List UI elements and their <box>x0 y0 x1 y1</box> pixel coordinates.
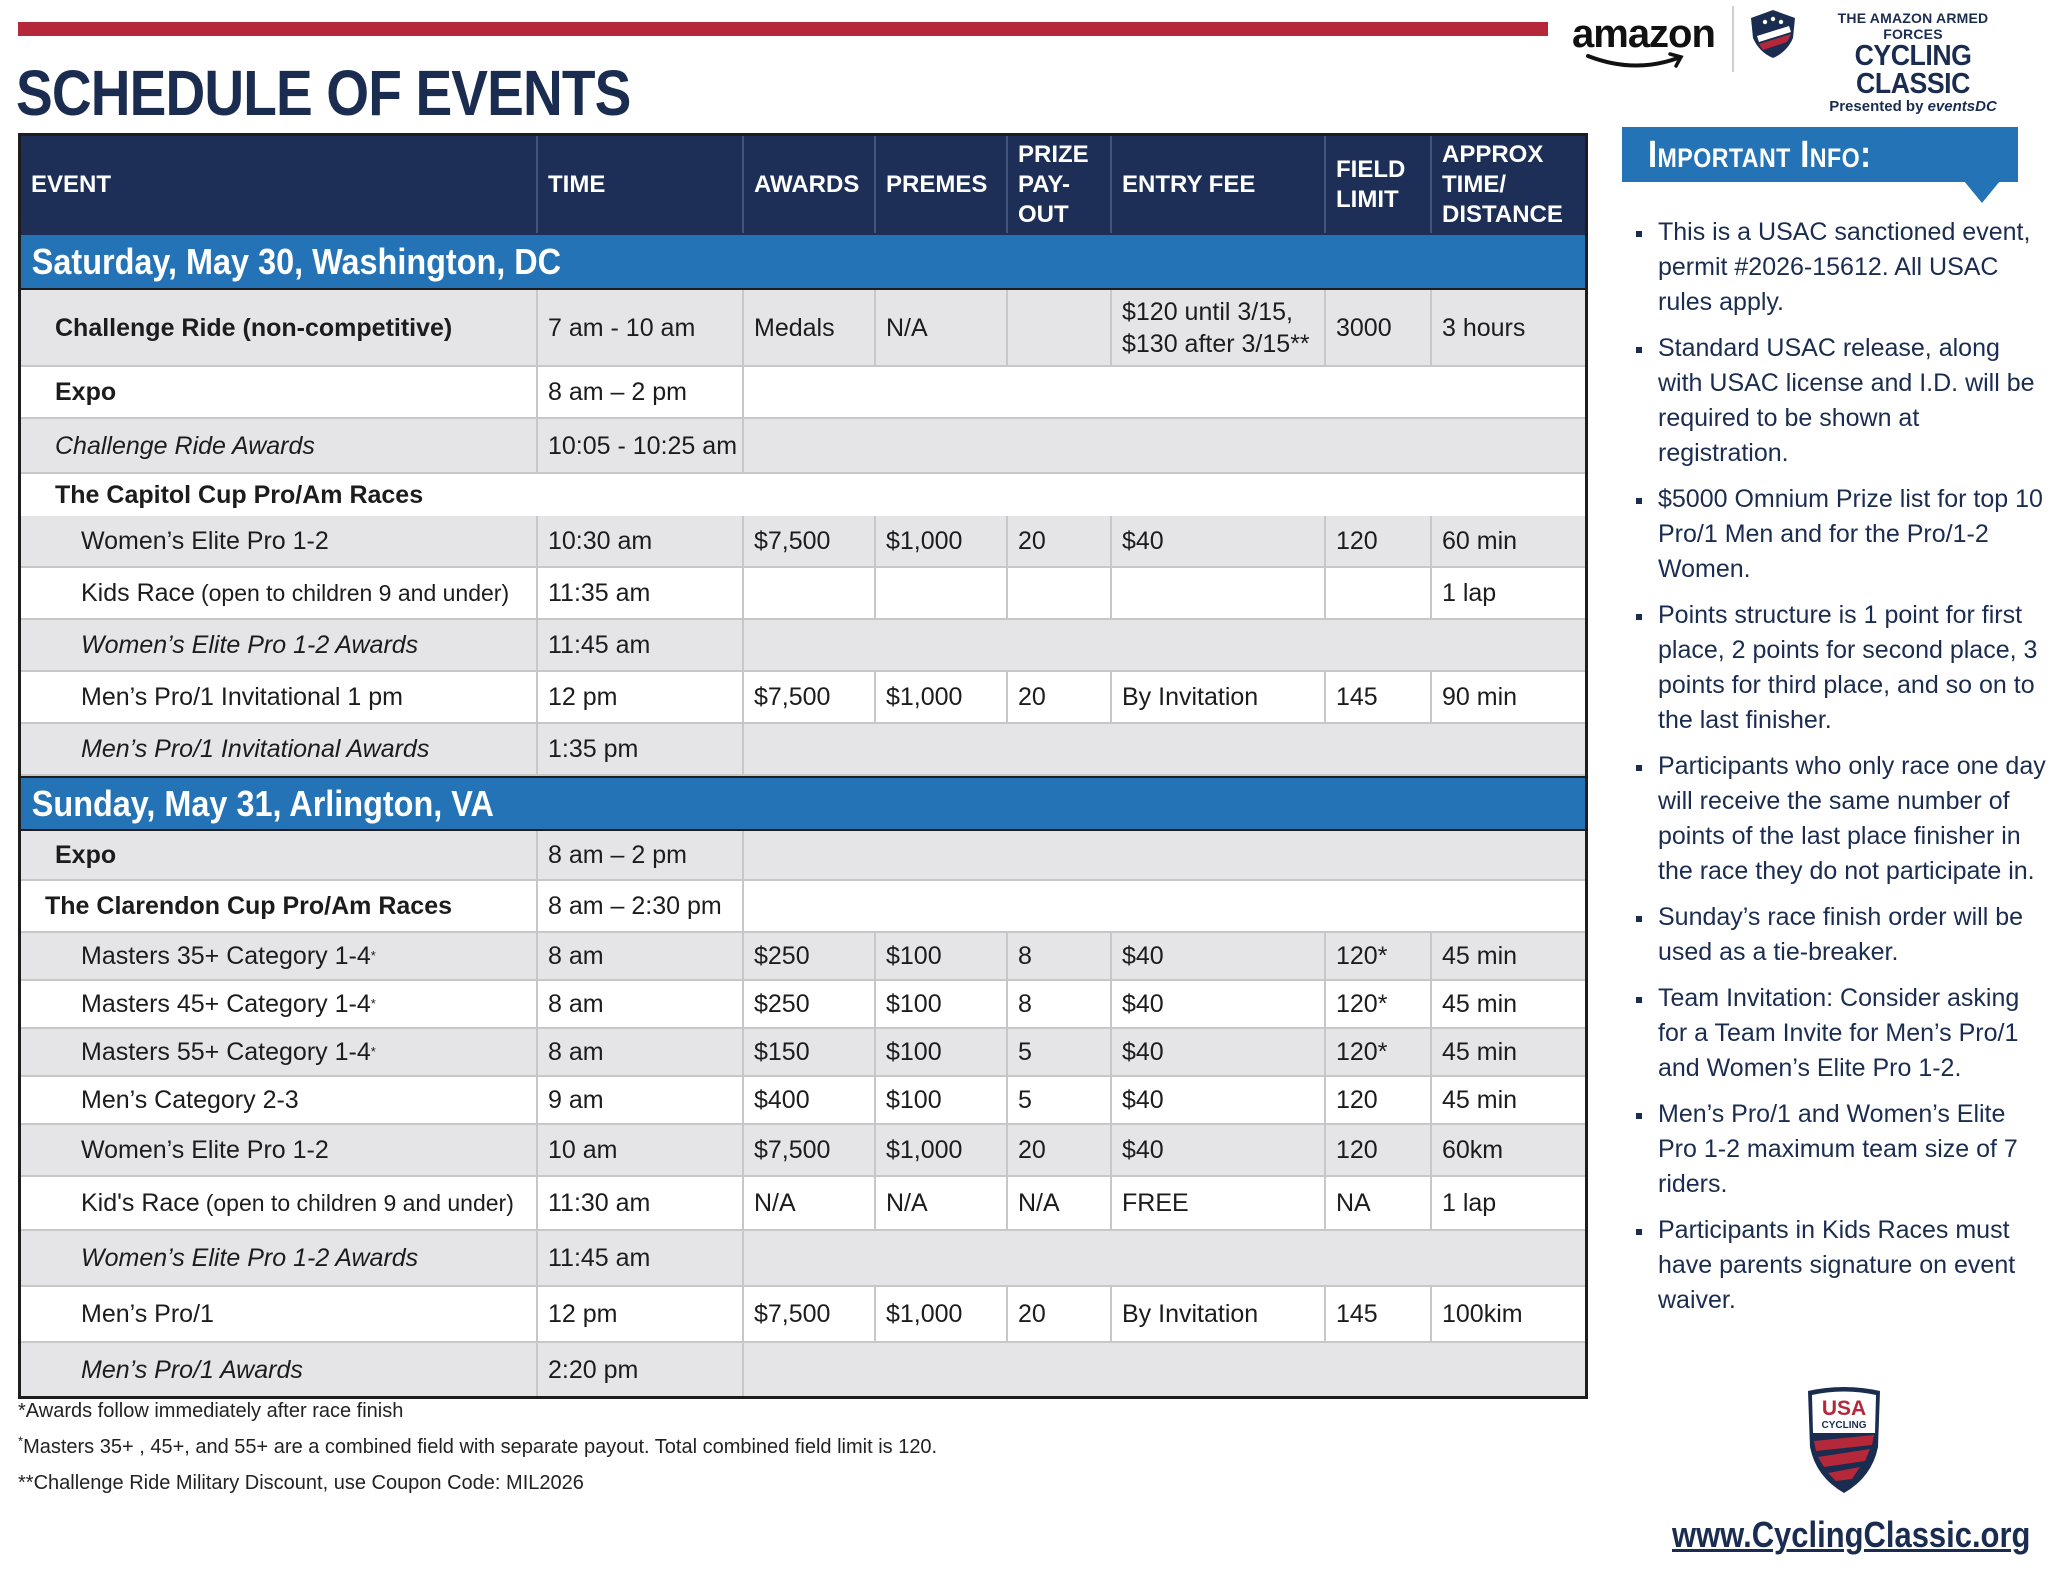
list-item: Men’s Pro/1 and Women’s Elite Pro 1-2 maximum team size of 7 riders. <box>1636 1097 2046 1202</box>
time-cell: 11:30 am <box>538 1177 744 1229</box>
table-row <box>21 1231 1585 1287</box>
header-premes: PREMES <box>876 136 1008 233</box>
fee-cell: $40 <box>1112 1125 1326 1175</box>
prize-cell <box>1008 290 1112 365</box>
fee-cell: FREE <box>1112 1177 1326 1229</box>
event-cell: Women’s Elite Pro 1-2 Awards <box>21 1231 538 1285</box>
field-cell: 3000 <box>1326 290 1432 365</box>
premes-cell: N/A <box>876 290 1008 365</box>
day-heading: Saturday, May 30, Washington, DC <box>31 240 562 282</box>
awards-cell: $7,500 <box>744 516 876 566</box>
header-prize-payout <box>1008 136 1112 233</box>
event-name: Masters 35+ Category 1-4 <box>81 942 371 970</box>
table-row <box>21 1125 1585 1177</box>
approx-cell: 45 min <box>1442 990 1518 1018</box>
fee-cell: $40 <box>1112 981 1326 1027</box>
amazon-logo <box>1572 12 1715 72</box>
header-event: EVENT <box>21 136 538 233</box>
sponsor-name: eventsDC <box>1927 98 1997 115</box>
brand-presented-by <box>1808 98 2018 115</box>
header-prize-line-1: PRIZE <box>1018 140 1089 168</box>
field-cell: 120 <box>1326 1125 1432 1175</box>
awards-cell: $7,500 <box>744 1125 876 1175</box>
awards-cell: $400 <box>744 1077 876 1123</box>
empty-cell <box>744 724 1585 774</box>
footnote-3: **Challenge Ride Military Discount, use Coupon Code: MIL2026 <box>18 1472 584 1494</box>
footnote-marker: * <box>18 1433 24 1449</box>
list-item: Team Invitation: Consider asking for a Team Invite for Men’s Pro/1 and Women’s Elite Pro 1-2. <box>1636 981 2046 1086</box>
event-cell: Men’s Pro/1 Invitational Awards <box>21 724 538 774</box>
footnote-2 <box>18 1429 937 1465</box>
important-info-title: Important Info: <box>1648 134 1872 176</box>
event-cell: Challenge Ride Awards <box>21 419 538 472</box>
event-cell: Men’s Pro/1 Awards <box>21 1343 538 1396</box>
top-accent-bar <box>18 22 1548 36</box>
time-cell: 8 am – 2 pm <box>538 367 744 417</box>
event-cell: Expo <box>21 831 538 879</box>
logo-divider <box>1732 6 1734 72</box>
table-row <box>21 367 1585 419</box>
field-cell: 120* <box>1326 1029 1432 1075</box>
header-approx-line-2: TIME/ <box>1442 170 1506 198</box>
important-info-list <box>1636 215 2046 1329</box>
table-row <box>21 474 1585 516</box>
event-cell: Women’s Elite Pro 1-2 <box>21 1125 538 1175</box>
usa-logo-text-1: USA <box>1821 1397 1867 1420</box>
awards-cell <box>744 568 876 618</box>
header-approx-line-1: APPROX <box>1442 140 1544 168</box>
table-row <box>21 1029 1585 1077</box>
fee-cell: $40 <box>1112 933 1326 979</box>
field-cell: NA <box>1326 1177 1432 1229</box>
empty-cell <box>744 831 1585 879</box>
time-cell: 7 am - 10 am <box>538 290 744 365</box>
time-cell: 11:35 am <box>538 568 744 618</box>
field-cell: 120* <box>1326 981 1432 1027</box>
prize-cell <box>1008 568 1112 618</box>
approx-cell: 1 lap <box>1442 1189 1497 1217</box>
list-item: Standard USAC release, along with USAC license and I.D. will be required to be shown at registration. <box>1636 331 2046 471</box>
section-heading: The Capitol Cup Pro/Am Races <box>55 481 424 509</box>
time-cell: 8 am – 2:30 pm <box>538 881 744 931</box>
table-row <box>21 1343 1585 1396</box>
premes-cell: $1,000 <box>876 516 1008 566</box>
prize-cell: 20 <box>1008 1287 1112 1341</box>
premes-cell: $1,000 <box>876 1287 1008 1341</box>
approx-cell: 45 min <box>1442 1038 1518 1066</box>
fee-cell: By Invitation <box>1112 672 1326 722</box>
awards-cell: Medals <box>744 290 876 365</box>
empty-cell <box>744 419 1585 472</box>
event-cell: Masters 55+ Category 1-4 * <box>21 1029 538 1075</box>
event-note: (open to children 9 and under) <box>200 580 510 606</box>
event-cell: Masters 35+ Category 1-4 * <box>21 933 538 979</box>
list-item: This is a USAC sanctioned event, permit #2026-15612. All USAC rules apply. <box>1636 215 2046 320</box>
table-row <box>21 981 1585 1029</box>
fee-cell: $40 <box>1112 1077 1326 1123</box>
event-cell: Masters 45+ Category 1-4 * <box>21 981 538 1027</box>
schedule-table <box>18 133 1588 1399</box>
cycling-classic-logo <box>1808 10 2018 115</box>
table-row <box>21 290 1585 367</box>
table-row <box>21 933 1585 981</box>
header-field-line-2: LIMIT <box>1336 185 1399 213</box>
premes-cell: $100 <box>876 933 1008 979</box>
event-cell: Women’s Elite Pro 1-2 <box>21 516 538 566</box>
prize-cell: 8 <box>1008 933 1112 979</box>
header-approx <box>1432 136 1585 233</box>
field-cell: 120 <box>1326 1077 1432 1123</box>
fee-line-1: $120 until 3/15, <box>1122 297 1293 326</box>
list-item: Participants who only race one day will receive the same number of points of the last place finisher in the race they do not participate in. <box>1636 749 2046 889</box>
approx-cell: 100kim <box>1442 1300 1523 1328</box>
time-cell: 8 am <box>538 1029 744 1075</box>
approx-cell: 3 hours <box>1442 313 1526 342</box>
approx-cell: 60 min <box>1442 527 1518 555</box>
amazon-smile-icon <box>1586 52 1686 70</box>
cycling-classic-shield-icon <box>1747 8 1799 60</box>
premes-cell <box>876 568 1008 618</box>
header-prize-line-2: PAY- <box>1018 170 1071 198</box>
prize-cell: 20 <box>1008 516 1112 566</box>
time-cell: 2:20 pm <box>538 1343 744 1396</box>
table-row <box>21 1177 1585 1231</box>
time-cell: 8 am – 2 pm <box>538 831 744 879</box>
time-cell: 9 am <box>538 1077 744 1123</box>
event-cell: Expo <box>21 367 538 417</box>
table-row <box>21 1287 1585 1343</box>
empty-cell <box>744 1343 1585 1396</box>
approx-cell: 90 min <box>1442 683 1518 711</box>
fee-cell <box>1112 568 1326 618</box>
fee-cell: By Invitation <box>1112 1287 1326 1341</box>
empty-cell <box>744 367 1585 417</box>
prize-cell: 8 <box>1008 981 1112 1027</box>
field-cell: 120 <box>1326 516 1432 566</box>
event-cell: Men’s Pro/1 Invitational 1 pm <box>21 672 538 722</box>
fee-cell: $40 <box>1112 1029 1326 1075</box>
day-heading: Sunday, May 31, Arlington, VA <box>31 782 494 824</box>
premes-cell: $100 <box>876 981 1008 1027</box>
table-row <box>21 1077 1585 1125</box>
approx-cell: 45 min <box>1442 942 1518 970</box>
important-info-banner-tip <box>1964 181 2000 203</box>
table-row <box>21 516 1585 568</box>
approx-cell: 60km <box>1442 1136 1504 1164</box>
premes-cell: $100 <box>876 1029 1008 1075</box>
table-row <box>21 881 1585 933</box>
approx-cell: 45 min <box>1442 1086 1518 1114</box>
field-cell: 145 <box>1326 1287 1432 1341</box>
event-cell <box>21 1177 538 1229</box>
awards-cell: $7,500 <box>744 1287 876 1341</box>
field-cell: 145 <box>1326 672 1432 722</box>
header-field-limit <box>1326 136 1432 233</box>
fee-cell: $40 <box>1112 516 1326 566</box>
usa-cycling-logo <box>1802 1385 1886 1497</box>
footnote-1: *Awards follow immediately after race finish <box>18 1400 404 1422</box>
website-link[interactable]: www.CyclingClassic.org <box>1672 1514 2031 1555</box>
fee-line-2: $130 after 3/15** <box>1122 329 1310 358</box>
event-name: Kids Race <box>81 579 195 607</box>
list-item: Participants in Kids Races must have parents signature on event waiver. <box>1636 1213 2046 1318</box>
event-cell: Women’s Elite Pro 1-2 Awards <box>21 620 538 670</box>
awards-cell: $7,500 <box>744 672 876 722</box>
list-item: Points structure is 1 point for first place, 2 points for second place, 3 points for third place, and so on to the last finisher. <box>1636 598 2046 738</box>
time-cell: 8 am <box>538 981 744 1027</box>
presented-by-text: Presented by <box>1829 98 1924 115</box>
prize-cell: 20 <box>1008 1125 1112 1175</box>
header-prize-line-3: OUT <box>1018 200 1069 228</box>
prize-cell: N/A <box>1008 1177 1112 1229</box>
empty-cell <box>744 1231 1585 1285</box>
time-cell: 11:45 am <box>538 1231 744 1285</box>
premes-cell: $1,000 <box>876 672 1008 722</box>
event-name: Kid's Race <box>81 1189 200 1217</box>
prize-cell: 20 <box>1008 672 1112 722</box>
header-approx-line-3: DISTANCE <box>1442 200 1563 228</box>
time-cell: 10:30 am <box>538 516 744 566</box>
empty-cell <box>744 620 1585 670</box>
page-title: SCHEDULE OF EVENTS <box>16 57 631 129</box>
event-name: Masters 45+ Category 1-4 <box>81 990 371 1018</box>
time-cell: 12 pm <box>538 1287 744 1341</box>
awards-cell: $250 <box>744 981 876 1027</box>
fee-cell <box>1112 290 1326 365</box>
premes-cell: N/A <box>876 1177 1008 1229</box>
time-cell: 10 am <box>538 1125 744 1175</box>
brand-line-2: CYCLING CLASSIC <box>1854 40 1972 100</box>
table-row <box>21 831 1585 881</box>
day-row-sunday <box>21 776 1585 831</box>
prize-cell: 5 <box>1008 1077 1112 1123</box>
header-awards: AWARDS <box>744 136 876 233</box>
time-cell: 8 am <box>538 933 744 979</box>
table-row <box>21 672 1585 724</box>
table-row <box>21 724 1585 776</box>
list-item: Sunday’s race finish order will be used as a tie-breaker. <box>1636 900 2046 970</box>
header-time: TIME <box>538 136 744 233</box>
field-cell: 120* <box>1326 933 1432 979</box>
awards-cell: $250 <box>744 933 876 979</box>
table-row <box>21 620 1585 672</box>
time-cell: 10:05 - 10:25 am <box>538 419 744 472</box>
time-cell: 11:45 am <box>538 620 744 670</box>
awards-cell: N/A <box>744 1177 876 1229</box>
day-row-saturday <box>21 235 1585 290</box>
event-cell: Men’s Pro/1 <box>21 1287 538 1341</box>
amazon-wordmark: amazon <box>1572 12 1715 56</box>
awards-cell: $150 <box>744 1029 876 1075</box>
header-entry-fee: ENTRY FEE <box>1112 136 1326 233</box>
table-row <box>21 568 1585 620</box>
premes-cell: $1,000 <box>876 1125 1008 1175</box>
usa-logo-text-2: CYCLING <box>1821 1420 1867 1431</box>
event-name: Masters 55+ Category 1-4 <box>81 1038 371 1066</box>
empty-cell <box>744 881 1585 931</box>
approx-cell: 1 lap <box>1442 579 1497 607</box>
table-row <box>21 419 1585 474</box>
event-cell: Challenge Ride (non-competitive) <box>21 290 538 365</box>
header-field-line-1: FIELD <box>1336 155 1406 183</box>
field-cell <box>1326 568 1432 618</box>
event-note: (open to children 9 and under) <box>205 1190 514 1216</box>
table-header <box>21 136 1585 235</box>
event-cell: Men’s Category 2-3 <box>21 1077 538 1123</box>
time-cell: 1:35 pm <box>538 724 744 774</box>
event-cell: The Clarendon Cup Pro/Am Races <box>21 881 538 931</box>
brand-line-1: THE AMAZON ARMED FORCES <box>1837 10 1989 42</box>
footnotes <box>18 1393 937 1501</box>
list-item: $5000 Omnium Prize list for top 10 Pro/1 Men and for the Pro/1-2 Women. <box>1636 482 2046 587</box>
footnote-2-text: Masters 35+ , 45+, and 55+ are a combined field with separate payout. Total combined field limit is 120. <box>23 1436 938 1458</box>
time-cell: 12 pm <box>538 672 744 722</box>
event-cell <box>21 568 538 618</box>
premes-cell: $100 <box>876 1077 1008 1123</box>
prize-cell: 5 <box>1008 1029 1112 1075</box>
